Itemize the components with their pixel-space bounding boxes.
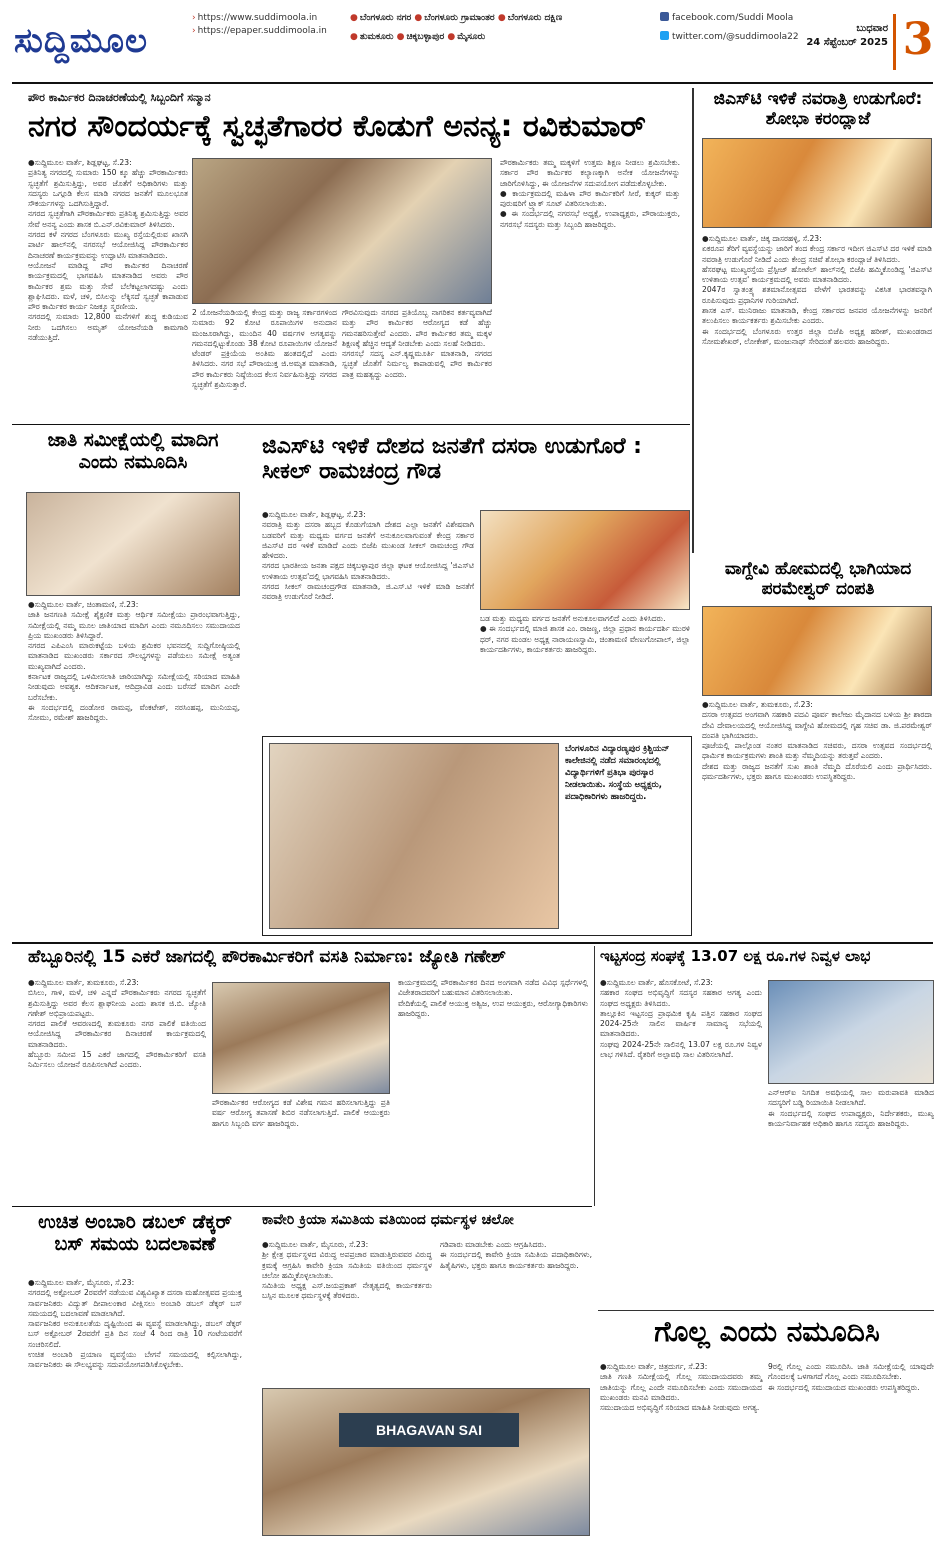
facebook-url[interactable]: facebook.com/Suddi Moola — [672, 13, 794, 23]
masthead-date — [806, 22, 888, 66]
website-url[interactable]: https://www.suddimoola.in — [197, 13, 318, 23]
city-list — [350, 12, 650, 52]
college-photo-box — [262, 736, 692, 936]
kaveri-body-2: ಗಡಿಪಾರು ಮಾಡಬೇಕು ಎಂದು ಆಗ್ರಹಿಸಿದರು. ಈ ಸಂದರ್ಭದಲ್ಲಿ ಕಾವೇರಿ ಕ್ರಿಯಾ ಸಮಿತಿಯ ಪದಾಧಿಕಾರಿಗಳು, ಹಿತೈಷಿಗಳು, ಭಕ್ತರು ಹಾಗೂ ಕಾರ್ಯಕರ್ತರು ಹಾಜರಿದ್ದರು. — [440, 1240, 592, 1270]
lead-column-1: ●ಸುದ್ದಿಮೂಲ ವಾರ್ತೆ, ಶಿಡ್ಲಘಟ್ಟ, ಸೆ.23: ಪ್ರತಿನಿತ್ಯ ನಗರದಲ್ಲಿ ಸುಮಾರು 150 ಕ್ಕೂ ಹೆಚ್ಚು ಪೌರಕಾರ್ಮಿಕರು ಸ್ವಚ್ಛತೆಗೆ ಶ್ರಮಿಸುತ್ತಿದ್ದು, ಅವರ ಜೊತೆಗೆ ಅಧಿಕಾರಿಗಳು ಮತ್ತು ಸದಸ್ಯರು ಒಗ್ಗೂಡಿ ಕೆಲಸ ಮಾಡಿ ನಗರದ ಜನತೆಗೆ ಮೂಲಭೂತ ಸೌಕರ್ಯಗಳನ್ನು ಒದಗಿಸುತ್ತಿದ್ದಾರೆ. ನಗರದ ಸ್ವಚ್ಛತೆಗಾಗಿ ಪೌರಕಾರ್ಮಿಕರು ಪ್ರತಿನಿತ್ಯ ಶ್ರಮಿಸುತ್ತಿದ್ದು ಅವರ ಸೇವೆ ಅನನ್ಯ ಎಂದು ಶಾಸಕ ಬಿ.ಎನ್.ರವಿಕುಮಾರ್ ತಿಳಿಸಿದರು. ನಗರದ ಕಳೆ ನಗರದ ಬೆಂಗಳೂರು ಮುಖ್ಯ ರಸ್ತೆಯಲ್ಲಿರುವ ಖಾಸಗಿ ಪಾರ್ಟಿ ಹಾಲ್‌ನಲ್ಲಿ ನಗರಸಭೆ ಆಯೋಜಿಸಿದ್ದ ಪೌರಕಾರ್ಮಿಕರ ದಿನಾಚರಣೆ ಕಾರ್ಯಕ್ರಮವನ್ನು ಉದ್ಘಾಟಿಸಿ ಮಾತನಾಡಿದರು. ಆಯೋಜನೆ ಮಾಡಿದ್ದ ಪೌರ ಕಾರ್ಮಿಕರ ದಿನಾಚರಣೆ ಕಾರ್ಯಕ್ರಮದಲ್ಲಿ ಭಾಗವಹಿಸಿ ಮಾತನಾಡಿದ ಅವರು ಪೌರ ಕಾರ್ಮಿಕರ ಶ್ರಮ ಮತ್ತು ಸೇವೆ ಬೆಲೆಕಟ್ಟಲಾಗದಷ್ಟು ಎಂದು ಶ್ಲಾಘಿಸಿದರು. ಮಳೆ, ಚಳಿ, ಬಿಸಿಲನ್ನು ಲೆಕ್ಕಿಸದೆ ಸ್ವಚ್ಛತೆ ಕಾಪಾಡುವ ಪೌರ ಕಾರ್ಮಿಕರ ಕಾರ್ಯ ನಿಜಕ್ಕೂ ಸ್ಮರಣೀಯ. ನಗರದಲ್ಲಿ ಸುಮಾರು 12,800 ಮನೆಗಳಿಗೆ ಶುದ್ಧ ಕುಡಿಯುವ ನೀರು ಒದಗಿಸಲು ಅಮೃತ್ ಯೋಜನೆಯಡಿ ಕಾಮಗಾರಿ ನಡೆಯುತ್ತಿದೆ. — [28, 158, 188, 343]
city-label: ತುಮಕೂರು — [359, 32, 394, 42]
page-number: 3 — [902, 14, 934, 65]
day-label: ಬುಧವಾರ — [856, 23, 888, 34]
ittasandra-body-2: ಎನ್‌ಆರ್‌ಐ ನಿಗದಿತ ಅವಧಿಯಲ್ಲಿ ಸಾಲ ಮರುಪಾವತಿ ಮಾಡಿದ ಸದಸ್ಯರಿಗೆ ಬಡ್ಡಿ ರಿಯಾಯಿತಿ ನೀಡಲಾಗಿದೆ. ಈ ಸಂದರ್ಭದಲ್ಲಿ ಸಂಘದ ಉಪಾಧ್ಯಕ್ಷರು, ನಿರ್ದೇಶಕರು, ಮುಖ್ಯ ಕಾರ್ಯನಿರ್ವಾಹಕ ಅಧಿಕಾರಿ ಹಾಗೂ ಸದಸ್ಯರು ಹಾಜರಿದ್ದರು. — [768, 1088, 934, 1128]
hebbur-column-2: ಪೌರಕಾರ್ಮಿಕರ ಆರೋಗ್ಯದ ಕಡೆ ವಿಶೇಷ ಗಮನ ಹರಿಸಲಾಗುತ್ತಿದ್ದು ಪ್ರತಿ ವರ್ಷ ಆರೋಗ್ಯ ತಪಾಸಣೆ ಶಿಬಿರ ನಡೆಸಲಾಗುತ್ತಿದೆ. ಪಾಲಿಕೆ ಆಯುಕ್ತರು ಹಾಗೂ ಸಿಬ್ಬಂದಿ ವರ್ಗ ಹಾಜರಿದ್ದರು. — [212, 1098, 393, 1128]
twitter-icon — [660, 31, 669, 40]
lead-column-3: ಗೌರವಿಸುವುದು ನಗರದ ಪ್ರತಿಯೊಬ್ಬ ನಾಗರಿಕನ ಕರ್ತವ್ಯವಾಗಿದೆ ಮತ್ತು ಪೌರ ಕಾರ್ಮಿಕರ ಆರೋಗ್ಯದ ಕಡೆ ಹೆಚ್ಚು ಗಮನಹರಿಸುತ್ತೇವೆ ಎಂದರು. ಪೌರ ಕಾರ್ಮಿಕರ ತಮ್ಮ ಮಕ್ಕಳ ಶಿಕ್ಷಣಕ್ಕೆ ಹೆಚ್ಚಿನ ಆದ್ಯತೆ ನೀಡಬೇಕು ಎಂದು ಸಲಹೆ ನೀಡಿದರು. ನಗರಸಭೆ ಸದಸ್ಯ ಎನ್.ಕೃಷ್ಣಮೂರ್ತಿ ಮಾತನಾಡಿ, ನಗರದ ಸ್ವಚ್ಛತೆ ಜೊತೆಗೆ ನಿರ್ಮಲ್ಯ ಕಾಪಾಡುವಲ್ಲಿ ಪೌರ ಕಾರ್ಮಿಕರ ಪಾತ್ರ ಮಹತ್ವದ್ದು ಎಂದರು. — [342, 308, 492, 379]
bus-banner: BHAGAVAN SAI — [339, 1413, 519, 1447]
golla-body-1: ●ಸುದ್ದಿಮೂಲ ವಾರ್ತೆ, ಚಿತ್ರದುರ್ಗ, ಸೆ.23: ಜಾತಿ ಗಣತಿ ಸಮೀಕ್ಷೆಯಲ್ಲಿ ಗೊಲ್ಲ ಸಮುದಾಯದವರು ತಮ್ಮ ಜಾತಿಯನ್ನು ಗೊಲ್ಲ ಎಂದೇ ನಮೂದಿಸಬೇಕು ಎಂದು ಸಮುದಾಯದ ಮುಖಂಡರು ಮನವಿ ಮಾಡಿದರು. ಸಮುದಾಯದ ಅಭಿವೃದ್ಧಿಗೆ ಸರಿಯಾದ ಮಾಹಿತಿ ನೀಡುವುದು ಅಗತ್ಯ. — [600, 1362, 762, 1413]
jati-headline: ಜಾತಿ ಸಮೀಕ್ಷೆಯಲ್ಲಿ ಮಾದಿಗ ಎಂದು ನಮೂದಿಸಿ — [47, 429, 219, 473]
website-link[interactable]: › https://www.suddimoola.in — [192, 13, 318, 23]
facebook-icon — [660, 12, 669, 21]
kaveri-headline: ಕಾವೇರಿ ಕ್ರಿಯಾ ಸಮಿತಿಯ ವತಿಯಿಂದ ಧರ್ಮಸ್ಥಳ ಚಲೋ — [262, 1212, 514, 1228]
gst-box-headline: ಜಿಎಸ್‌ಟಿ ಇಳಿಕೆ ನವರಾತ್ರಿ ಉಡುಗೊರೆ: ಶೋಭಾ ಕರಂದ್ಲಾಜೆ — [713, 89, 923, 129]
city-row-2: ● ತುಮಕೂರು ● ಚಿಕ್ಕಬಳ್ಳಾಪುರ ● ಮೈಸೂರು — [350, 32, 486, 42]
ittasandra-photo — [768, 980, 934, 1084]
city-label: ಮೈಸೂರು — [457, 32, 486, 42]
masthead-logo[interactable]: ಸುದ್ದಿಮೂಲ — [14, 21, 148, 61]
city-label: ಬೆಂಗಳೂರು ಗ್ರಾಮಾಂತರ — [424, 13, 495, 23]
golla-body-2: 9ರಲ್ಲಿ ಗೊಲ್ಲ ಎಂದು ನಮೂದಿಸಿ. ಜಾತಿ ಸಮೀಕ್ಷೆಯಲ್ಲಿ ಯಾವುದೇ ಗೊಂದಲಕ್ಕೆ ಒಳಗಾಗದೆ ಗೊಲ್ಲ ಎಂದು ನಮೂದಿಸಬೇಕು. ಈ ಸಂದರ್ಭದಲ್ಲಿ ಸಮುದಾಯದ ಮುಖಂಡರು ಉಪಸ್ಥಿತರಿದ್ದರು. — [768, 1362, 934, 1392]
gst-center-body-2: ಬಡ ಮತ್ತು ಮಧ್ಯಮ ವರ್ಗದ ಜನತೆಗೆ ಅನುಕೂಲವಾಗಲಿದೆ ಎಂದು ತಿಳಿಸಿದರು. ● ಈ ಸಂದರ್ಭದಲ್ಲಿ ಮಾಜಿ ಶಾಸಕ ಎಂ. ರಾಜಣ್ಣ, ಜಿಲ್ಲಾ ಪ್ರಧಾನ ಕಾರ್ಯದರ್ಶಿ ಮುರಳಿ ಧರ್, ನಗರ ಮಂಡಲ ಅಧ್ಯಕ್ಷ ನಾರಾಯಣಸ್ವಾಮಿ, ಚಿಂತಾಮಣಿ ವೇಣುಗೋಪಾಲ್, ಜಿಲ್ಲಾ ಕಾರ್ಯದರ್ಶಿಗಳು, ಕಾರ್ಯಕರ್ತರು ಹಾಜರಿದ್ದರು. — [480, 614, 690, 654]
facebook-link[interactable] — [660, 12, 810, 25]
bus-headline: ಉಚಿತ ಅಂಬಾರಿ ಡಬಲ್ ಡೆಕ್ಕರ್ ಬಸ್ ಸಮಯ ಬದಲಾವಣೆ — [38, 1211, 232, 1255]
bus-body: ●ಸುದ್ದಿಮೂಲ ವಾರ್ತೆ, ಮೈಸೂರು, ಸೆ.23: ನಗರದಲ್ಲಿ ಅಕ್ಟೋಬರ್ 2ರವರೆಗೆ ನಡೆಯುವ ವಿಶ್ವವಿಖ್ಯಾತ ದಸರಾ ಮಹೋತ್ಸವದ ಪ್ರಯುಕ್ತ ಸಾರ್ವಜನಿಕರು ವಿದ್ಯುತ್ ದೀಪಾಲಂಕಾರ ವೀಕ್ಷಿಸಲು ಅಂಬಾರಿ ಡಬಲ್ ಡೆಕ್ಕರ್ ಬಸ್ ಸಮಯದಲ್ಲಿ ಬದಲಾವಣೆ ಮಾಡಲಾಗಿದೆ. ಸಾರ್ವಜನಿಕರ ಅನುಕೂಲತೆಯ ದೃಷ್ಟಿಯಿಂದ ಈ ವ್ಯವಸ್ಥೆ ಮಾಡಲಾಗಿದ್ದು, ಡಬಲ್ ಡೆಕ್ಕರ್ ಬಸ್ ಅಕ್ಟೋಬರ್ 2ರವರೆಗೆ ಪ್ರತಿ ದಿನ ಸಂಜೆ 4 ರಿಂದ ರಾತ್ರಿ 10 ಗಂಟೆಯವರೆಗೆ ಸಂಚರಿಸಲಿದೆ. ಉಚಿತ ಅಂಬಾರಿ ಪ್ರಯಾಣ ವ್ಯವಸ್ಥೆಯು ಬೇಗನೆ ಸಮಯದಲ್ಲಿ ಕಲ್ಪಿಸಲಾಗಿದ್ದು, ಸಾರ್ವಜನಿಕರು ಈ ಸೌಲಭ್ಯವನ್ನು ಸದುಪಯೋಗಪಡಿಸಿಕೊಳ್ಳಬೇಕು. — [28, 1278, 242, 1370]
section-rule — [12, 1206, 592, 1207]
hebbur-column-1: ●ಸುದ್ದಿಮೂಲ ವಾರ್ತೆ, ತುಮಕೂರು, ಸೆ.23: ಬಿಸಿಲು, ಗಾಳಿ, ಮಳೆ, ಚಳಿ ಎನ್ನದೆ ಪೌರಕಾರ್ಮಿಕರು ನಗರದ ಸ್ವಚ್ಛತೆಗೆ ಶ್ರಮಿಸುತ್ತಿದ್ದು ಅವರ ಕೆಲಸ ಶ್ಲಾಘನೀಯ ಎಂದು ಶಾಸಕ ಜಿ.ಬಿ. ಜ್ಯೋತಿ ಗಣೇಶ್ ಅಭಿಪ್ರಾಯಪಟ್ಟರು. ನಗರದ ಪಾಲಿಕೆ ಆವರಣದಲ್ಲಿ ತುಮಕೂರು ನಗರ ಪಾಲಿಕೆ ವತಿಯಿಂದ ಆಯೋಜಿಸಿದ್ದ ಪೌರಕಾರ್ಮಿಕರ ದಿನಾಚರಣೆ ಕಾರ್ಯಕ್ರಮದಲ್ಲಿ ಮಾತನಾಡಿದರು. ಹೆಬ್ಬೂರು ಸಮೀಪ 15 ಎಕರೆ ಜಾಗದಲ್ಲಿ ಪೌರಕಾರ್ಮಿಕರಿಗೆ ವಸತಿ ನಿರ್ಮಿಸಲು ಯೋಜನೆ ರೂಪಿಸಲಾಗಿದೆ ಎಂದರು. — [28, 978, 206, 1070]
vagdevi-body: ●ಸುದ್ದಿಮೂಲ ವಾರ್ತೆ, ತುಮಕೂರು, ಸೆ.23: ದಸರಾ ಉತ್ಸವದ ಅಂಗವಾಗಿ ಸಹಕಾರಿ ಪದವಿ ಪೂರ್ವ ಕಾಲೇಜು ಮೈದಾನದ ಬಳಿಯ ಶ್ರೀ ಶಾರದಾ ದೇವಿ ದೇವಾಲಯದಲ್ಲಿ ಆಯೋಜಿಸಿದ್ದ ವಾಗ್ದೇವಿ ಹೋಮದಲ್ಲಿ ಗೃಹ ಸಚಿವ ಡಾ. ಜಿ.ಪರಮೇಶ್ವರ್ ದಂಪತಿ ಭಾಗಿಯಾದರು. ಪೂಜೆಯಲ್ಲಿ ಪಾಲ್ಗೊಂಡ ನಂತರ ಮಾತನಾಡಿದ ಸಚಿವರು, ದಸರಾ ಉತ್ಸವದ ಸಂದರ್ಭದಲ್ಲಿ ಧಾರ್ಮಿಕ ಕಾರ್ಯಕ್ರಮಗಳು ಶಾಂತಿ ಮತ್ತು ನೆಮ್ಮದಿಯನ್ನು ತರುತ್ತವೆ ಎಂದರು. ದೇಶದ ಮತ್ತು ರಾಜ್ಯದ ಜನತೆಗೆ ಸುಖ ಶಾಂತಿ ನೆಮ್ಮದಿ ದೊರೆಯಲಿ ಎಂದು ಪ್ರಾರ್ಥಿಸಿದರು. ಧರ್ಮದರ್ಶಿಗಳು, ಭಕ್ತರು ಹಾಗೂ ಮುಖಂಡರು ಉಪಸ್ಥಿತರಿದ್ದರು. — [702, 700, 932, 782]
twitter-url[interactable]: twitter.com/@suddimoola22 — [672, 32, 799, 42]
college-photo — [269, 743, 559, 929]
page-number-divider — [893, 14, 896, 70]
golla-headline: ಗೊಲ್ಲ ಎಂದು ನಮೂದಿಸಿ — [654, 1315, 880, 1348]
section-rule — [12, 942, 933, 944]
vagdevi-photo — [702, 606, 932, 696]
masthead-rule — [12, 82, 933, 84]
jati-body: ●ಸುದ್ದಿಮೂಲ ವಾರ್ತೆ, ಚಿಂತಾಮಣಿ, ಸೆ.23: ಜಾತಿ ಜನಗಣತಿ ಸಮೀಕ್ಷೆ ಶೈಕ್ಷಣಿಕ ಮತ್ತು ಆರ್ಥಿಕ ಸಮೀಕ್ಷೆಯು ಪ್ರಾರಂಭವಾಗುತ್ತಿದ್ದು, ಸಮೀಕ್ಷೆಯಲ್ಲಿ ನಮ್ಮ ಮೂಲ ಜಾತಿಯಾದ ಮಾದಿಗ ಎಂದು ನಮೂದಿಸಲು ಸಮುದಾಯದ ಪ್ರಿಯ ಮುಖಂಡರು ತಿಳಿಸಿದ್ದಾರೆ. ನಗರದ ಎಪಿಎಂಸಿ ಮಾರುಕಟ್ಟೆಯ ಬಳಿಯ ಶ್ರಮಿಕರ ಭವನದಲ್ಲಿ ಸುದ್ದಿಗೋಷ್ಠಿಯಲ್ಲಿ ಮಾತನಾಡಿದ ಮುಖಂಡರು ಸರ್ಕಾರದ ಸೌಲಭ್ಯಗಳನ್ನು ಪಡೆಯಲು ಸಮೀಕ್ಷೆ ಅತ್ಯಂತ ಮುಖ್ಯವಾಗಿದೆ ಎಂದರು. ಕರ್ನಾಟಕ ರಾಜ್ಯದಲ್ಲಿ ಒಳಮೀಸಲಾತಿ ಜಾರಿಯಾಗಿದ್ದು ಸಮೀಕ್ಷೆಯಲ್ಲಿ ಸರಿಯಾದ ಮಾಹಿತಿ ನೀಡುವುದು ಅವಶ್ಯಕ. ಆದಿಕರ್ನಾಟಕ, ಆದಿದ್ರಾವಿಡ ಎಂದು ಬರೆಸದೆ ಮಾದಿಗ ಎಂದೇ ಬರೆಸಬೇಕು. ಈ ಸಂದರ್ಭದಲ್ಲಿ ದಂಡೋರ ರಾಮಪ್ಪ, ವೆಂಕಟೇಶ್, ನರಸಿಂಹಪ್ಪ, ಮುನಿಯಪ್ಪ, ಸೋಮು, ರಮೇಶ್ ಹಾಜರಿದ್ದರು. — [28, 600, 240, 723]
epaper-link[interactable]: › https://epaper.suddimoola.in — [192, 26, 327, 36]
column-divider — [594, 946, 595, 1206]
lead-column-2: 2 ಯೋಜನೆಯಡಿಯಲ್ಲಿ ಕೇಂದ್ರ ಮತ್ತು ರಾಜ್ಯ ಸರ್ಕಾರಗಳಿಂದ ಸುಮಾರು 92 ಕೋಟಿ ರೂಪಾಯಿಗಳ ಅನುದಾನ ಮಂಜೂರಾಗಿದ್ದು, ಮುಂದಿನ 40 ವರ್ಷಗಳ ಅಗತ್ಯವನ್ನು ಗಮನದಲ್ಲಿಟ್ಟುಕೊಂಡು 38 ಕೋಟಿ ರೂಪಾಯಿಗಳ ಯೋಜನೆ ಟೆಂಡರ್ ಪ್ರಕ್ರಿಯೆಯ ಅಂತಿಮ ಹಂತದಲ್ಲಿದೆ ಎಂದು ತಿಳಿಸಿದರು. ನಗರ ಸಭೆ ಪೌರಾಯುಕ್ತ ಜಿ.ಅಮೃತ ಮಾತನಾಡಿ, ಪೌರ ಕಾರ್ಮಿಕರು ನಿಷ್ಠೆಯಿಂದ ಕೆಲಸ ನಿರ್ವಹಿಸುತ್ತಿದ್ದು ನಗರದ ಸ್ವಚ್ಛತೆಗೆ ಶ್ರಮಿಸುತ್ತಾರೆ. — [192, 308, 340, 390]
lead-headline: ನಗರ ಸೌಂದರ್ಯಕ್ಕೆ ಸ್ವಚ್ಛತೆಗಾರರ ಕೊಡುಗೆ ಅನನ್ಯ: ರವಿಕುಮಾರ್ — [28, 109, 646, 144]
gst-center-photo — [480, 510, 690, 610]
gst-box-body: ●ಸುದ್ದಿಮೂಲ ವಾರ್ತೆ, ಚಿಕ್ಕ ದಾಸರಹಳ್ಳಿ, ಸೆ.23: ಏಕರೂಪ ತೆರಿಗೆ ವ್ಯವಸ್ಥೆಯನ್ನು ಜಾರಿಗೆ ತಂದ ಕೇಂದ್ರ ಸರ್ಕಾರ ಇದೀಗ ಜಿಎಸ್‌ಟಿ ದರ ಇಳಿಕೆ ಮಾಡಿ ನವರಾತ್ರಿ ಉಡುಗೊರೆ ನೀಡಿದೆ ಎಂದು ಕೇಂದ್ರ ಸಚಿವೆ ಶೋಭಾ ಕರಂದ್ಲಾಜೆ ತಿಳಿಸಿದರು. ಹೆಸರಘಟ್ಟ ಮುಖ್ಯರಸ್ತೆಯ ಪ್ರೆಸ್ಟೀಜ್ ಹೋಟೆಲ್ ಹಾಲ್‌ನಲ್ಲಿ ಬಿಜೆಪಿ ಹಮ್ಮಿಕೊಂಡಿದ್ದ 'ಜಿಎಸ್‌ಟಿ ಉಳಿತಾಯ ಉತ್ಸವ' ಕಾರ್ಯಕ್ರಮದಲ್ಲಿ ಅವರು ಮಾತನಾಡಿದರು. 2047ರ ಸ್ವಾತಂತ್ರ್ಯ ಶತಮಾನೋತ್ಸವದ ವೇಳೆಗೆ ಭಾರತವನ್ನು ವಿಕಸಿತ ಭಾರತವನ್ನಾಗಿ ರೂಪಿಸುವುದು ಪ್ರಧಾನಿಗಳ ಗುರಿಯಾಗಿದೆ. ಶಾಸಕ ಎಸ್. ಮುನಿರಾಜು ಮಾತನಾಡಿ, ಕೇಂದ್ರ ಸರ್ಕಾರದ ಜನಪರ ಯೋಜನೆಗಳನ್ನು ಜನರಿಗೆ ತಲುಪಿಸಲು ಕಾರ್ಯಕರ್ತರು ಶ್ರಮಿಸಬೇಕು ಎಂದರು. ಈ ಸಂದರ್ಭದಲ್ಲಿ ಬೆಂಗಳೂರು ಉತ್ತರ ಜಿಲ್ಲಾ ಬಿಜೆಪಿ ಅಧ್ಯಕ್ಷ ಹರೀಶ್, ಮುಖಂಡರಾದ ಸೋಮಶೇಖರ್, ಲೋಕೇಶ್, ಮಂಜುನಾಥ್ ಸೇರಿದಂತೆ ಹಲವರು ಹಾಜರಿದ್ದರು. — [702, 234, 932, 346]
hebbur-headline: ಹೆಬ್ಬೂರಿನಲ್ಲಿ 15 ಎಕರೆ ಜಾಗದಲ್ಲಿ ಪೌರಕಾರ್ಮಿಕರಿಗೆ ವಸತಿ ನಿರ್ಮಾಣ: ಜ್ಯೋತಿ ಗಣೇಶ್ — [28, 947, 506, 967]
hebbur-column-3: ಕಾರ್ಯಕ್ರಮದಲ್ಲಿ ಪೌರಕಾರ್ಮಿಕರ ದಿನದ ಅಂಗವಾಗಿ ನಡೆದ ವಿವಿಧ ಸ್ಪರ್ಧೆಗಳಲ್ಲಿ ವಿಜೇತರಾದವರಿಗೆ ಬಹುಮಾನ ವಿತರಿಸಲಾಯಿತು. ವೇದಿಕೆಯಲ್ಲಿ ಪಾಲಿಕೆ ಆಯುಕ್ತ ಅಶ್ವಿಜ, ಉಪ ಆಯುಕ್ತರು, ಆರೋಗ್ಯಾಧಿಕಾರಿಗಳು ಹಾಜರಿದ್ದರು. — [398, 978, 588, 1018]
column-divider — [692, 88, 694, 553]
lead-photo-ceremony — [192, 158, 492, 304]
ittasandra-body-1: ●ಸುದ್ದಿಮೂಲ ವಾರ್ತೆ, ಹೊಸಕೋಟೆ, ಸೆ.23: ಸಹಕಾರ ಸಂಘದ ಅಭಿವೃದ್ಧಿಗೆ ಸದಸ್ಯರ ಸಹಕಾರ ಅಗತ್ಯ ಎಂದು ಸಂಘದ ಅಧ್ಯಕ್ಷರು ತಿಳಿಸಿದರು. ತಾಲ್ಲೂಕಿನ ಇಟ್ಟಸಂದ್ರ ಪ್ರಾಥಮಿಕ ಕೃಷಿ ಪತ್ತಿನ ಸಹಕಾರ ಸಂಘದ 2024-25ನೇ ಸಾಲಿನ ವಾರ್ಷಿಕ ಸಾಮಾನ್ಯ ಸಭೆಯಲ್ಲಿ ಮಾತನಾಡಿದರು. ಸಂಘವು 2024-25ನೇ ಸಾಲಿನಲ್ಲಿ 13.07 ಲಕ್ಷ ರೂ.ಗಳ ನಿವ್ವಳ ಲಾಭ ಗಳಿಸಿದೆ. ರೈತರಿಗೆ ಅಲ್ಪಾವಧಿ ಸಾಲ ವಿತರಿಸಲಾಗಿದೆ. — [600, 978, 762, 1060]
city-label: ಬೆಂಗಳೂರು ನಗರ — [359, 13, 412, 23]
kaveri-photo — [262, 1388, 590, 1536]
section-rule — [12, 424, 690, 425]
ittasandra-headline: ಇಟ್ಟಸಂದ್ರ ಸಂಘಕ್ಕೆ 13.07 ಲಕ್ಷ ರೂ.ಗಳ ನಿವ್ವಳ ಲಾಭ — [600, 947, 871, 965]
gst-center-body-1: ●ಸುದ್ದಿಮೂಲ ವಾರ್ತೆ, ಶಿಡ್ಲಘಟ್ಟ, ಸೆ.23: ನವರಾತ್ರಿ ಮತ್ತು ದಸರಾ ಹಬ್ಬದ ಕೊಡುಗೆಯಾಗಿ ದೇಶದ ಎಲ್ಲಾ ಜನತೆಗೆ ವಿಶೇಷವಾಗಿ ಬಡವರಿಗೆ ಮತ್ತು ಮಧ್ಯಮ ವರ್ಗದ ಜನತೆಗೆ ಅನುಕೂಲವಾಗುವಂತೆ ಕೇಂದ್ರ ಸರ್ಕಾರ ಜಿಎಸ್‌ಟಿ ದರ ಇಳಿಕೆ ಮಾಡಿದೆ ಎಂದು ಬಿಜೆಪಿ ಮುಖಂಡ ಸೀಕಲ್ ರಾಮಚಂದ್ರ ಗೌಡ ಹೇಳಿದರು. ನಗರದ ಭಾರತೀಯ ಜನತಾ ಪಕ್ಷದ ಚಿಕ್ಕಬಳ್ಳಾಪುರ ಜಿಲ್ಲಾ ಘಟಕ ಆಯೋಜಿಸಿದ್ದ 'ಜಿಎಸ್‌ಟಿ ಉಳಿತಾಯ ಉತ್ಸವ'ದಲ್ಲಿ ಭಾಗವಹಿಸಿ ಮಾತನಾಡಿದರು. ನಗರದ ಸೀಕಲ್ ರಾಮಚಂದ್ರಗೌಡ ಮಾತನಾಡಿ, ಜಿ.ಎಸ್.ಟಿ ಇಳಿಕೆ ಮಾಡಿ ಜನತೆಗೆ ನವರಾತ್ರಿ ಉಡುಗೊರೆ ನೀಡಿದೆ. — [262, 510, 474, 602]
section-rule — [598, 1310, 934, 1311]
gst-box-photo — [702, 138, 932, 228]
college-photo-caption: ಬೆಂಗಳೂರಿನ ವಿದ್ಯಾರಣ್ಯಪುರ ಕ್ರಿಶ್ಚಿಯನ್ ಕಾಲೇಜಿನಲ್ಲಿ ನಡೆದ ಸಮಾರಂಭದಲ್ಲಿ ವಿದ್ಯಾರ್ಥಿಗಳಿಗೆ ಪ್ರತಿಭಾ ಪುರಸ್ಕಾರ ನೀಡಲಾಯಿತು. ಸಂಸ್ಥೆಯ ಅಧ್ಯಕ್ಷರು, ಪದಾಧಿಕಾರಿಗಳು ಹಾಜರಿದ್ದರು. — [565, 744, 670, 802]
hebbur-photo — [212, 982, 390, 1094]
epaper-url[interactable]: https://epaper.suddimoola.in — [197, 26, 327, 36]
city-label: ಬೆಂಗಳೂರು ದಕ್ಷಿಣ — [507, 13, 563, 23]
twitter-link[interactable] — [660, 31, 810, 44]
social-links — [660, 12, 810, 52]
city-label: ಚಿಕ್ಕಬಳ್ಳಾಪುರ — [406, 32, 445, 42]
lead-kicker: ಪೌರ ಕಾರ್ಮಿಕರ ದಿನಾಚರಣೆಯಲ್ಲಿ ಸಿಬ್ಬಂದಿಗೆ ಸನ್ಮಾನ — [28, 91, 211, 104]
date-label: 24 ಸೆಪ್ಟೆಂಬರ್ 2025 — [806, 37, 888, 48]
vagdevi-headline: ವಾಗ್ದೇವಿ ಹೋಮದಲ್ಲಿ ಭಾಗಿಯಾದ ಪರಮೇಶ್ವರ್ ದಂಪತಿ — [724, 559, 912, 599]
url-block — [192, 12, 327, 52]
city-row-1: ● ಬೆಂಗಳೂರು ನಗರ ● ಬೆಂಗಳೂರು ಗ್ರಾಮಾಂತರ ● ಬೆಂಗಳೂರು ದಕ್ಷಿಣ — [350, 13, 563, 23]
gst-center-headline: ಜಿಎಸ್‌ಟಿ ಇಳಿಕೆ ದೇಶದ ಜನತೆಗೆ ದಸರಾ ಉಡುಗೊರೆ : ಸೀಕಲ್ ರಾಮಚಂದ್ರ ಗೌಡ — [262, 434, 642, 485]
kaveri-body-1: ●ಸುದ್ದಿಮೂಲ ವಾರ್ತೆ, ಮೈಸೂರು, ಸೆ.23: ಶ್ರೀ ಕ್ಷೇತ್ರ ಧರ್ಮಸ್ಥಳದ ವಿರುದ್ಧ ಅಪಪ್ರಚಾರ ಮಾಡುತ್ತಿರುವವರ ವಿರುದ್ಧ ಕ್ರಮಕ್ಕೆ ಆಗ್ರಹಿಸಿ ಕಾವೇರಿ ಕ್ರಿಯಾ ಸಮಿತಿಯ ವತಿಯಿಂದ ಧರ್ಮಸ್ಥಳ ಚಲೋ ಹಮ್ಮಿಕೊಳ್ಳಲಾಯಿತು. ಸಮಿತಿಯ ಅಧ್ಯಕ್ಷ ಎಸ್.ಜಯಪ್ರಕಾಶ್ ನೇತೃತ್ವದಲ್ಲಿ ಕಾರ್ಯಕರ್ತರು ಬಸ್ಸಿನ ಮೂಲಕ ಧರ್ಮಸ್ಥಳಕ್ಕೆ ತೆರಳಿದರು. — [262, 1240, 432, 1301]
jati-photo — [26, 492, 240, 596]
lead-column-4: ಪೌರಕಾರ್ಮಿಕರು ತಮ್ಮ ಮಕ್ಕಳಿಗೆ ಉತ್ತಮ ಶಿಕ್ಷಣ ನೀಡಲು ಶ್ರಮಿಸಬೇಕು. ಸರ್ಕಾರ ಪೌರ ಕಾರ್ಮಿಕರ ಕಲ್ಯಾಣಕ್ಕಾಗಿ ಅನೇಕ ಯೋಜನೆಗಳನ್ನು ಜಾರಿಗೊಳಿಸಿದ್ದು, ಈ ಯೋಜನೆಗಳ ಸದುಪಯೋಗ ಪಡೆದುಕೊಳ್ಳಬೇಕು. ● ಕಾರ್ಯಕ್ರಮದಲ್ಲಿ ಮಹಿಳಾ ಪೌರ ಕಾರ್ಮಿಕರಿಗೆ ಸೀರೆ, ಕುಕ್ಕರ್ ಮತ್ತು ಪುರುಷರಿಗೆ ಟ್ರ್ಯಾಕ್ ಸೂಟ್ ವಿತರಿಸಲಾಯಿತು. ● ಈ ಸಂದರ್ಭದಲ್ಲಿ ನಗರಸಭೆ ಅಧ್ಯಕ್ಷೆ, ಉಪಾಧ್ಯಕ್ಷರು, ಪೌರಾಯುಕ್ತರು, ನಗರಸಭೆ ಸದಸ್ಯರು ಮತ್ತು ಸಿಬ್ಬಂದಿ ಹಾಜರಿದ್ದರು. — [500, 158, 680, 229]
